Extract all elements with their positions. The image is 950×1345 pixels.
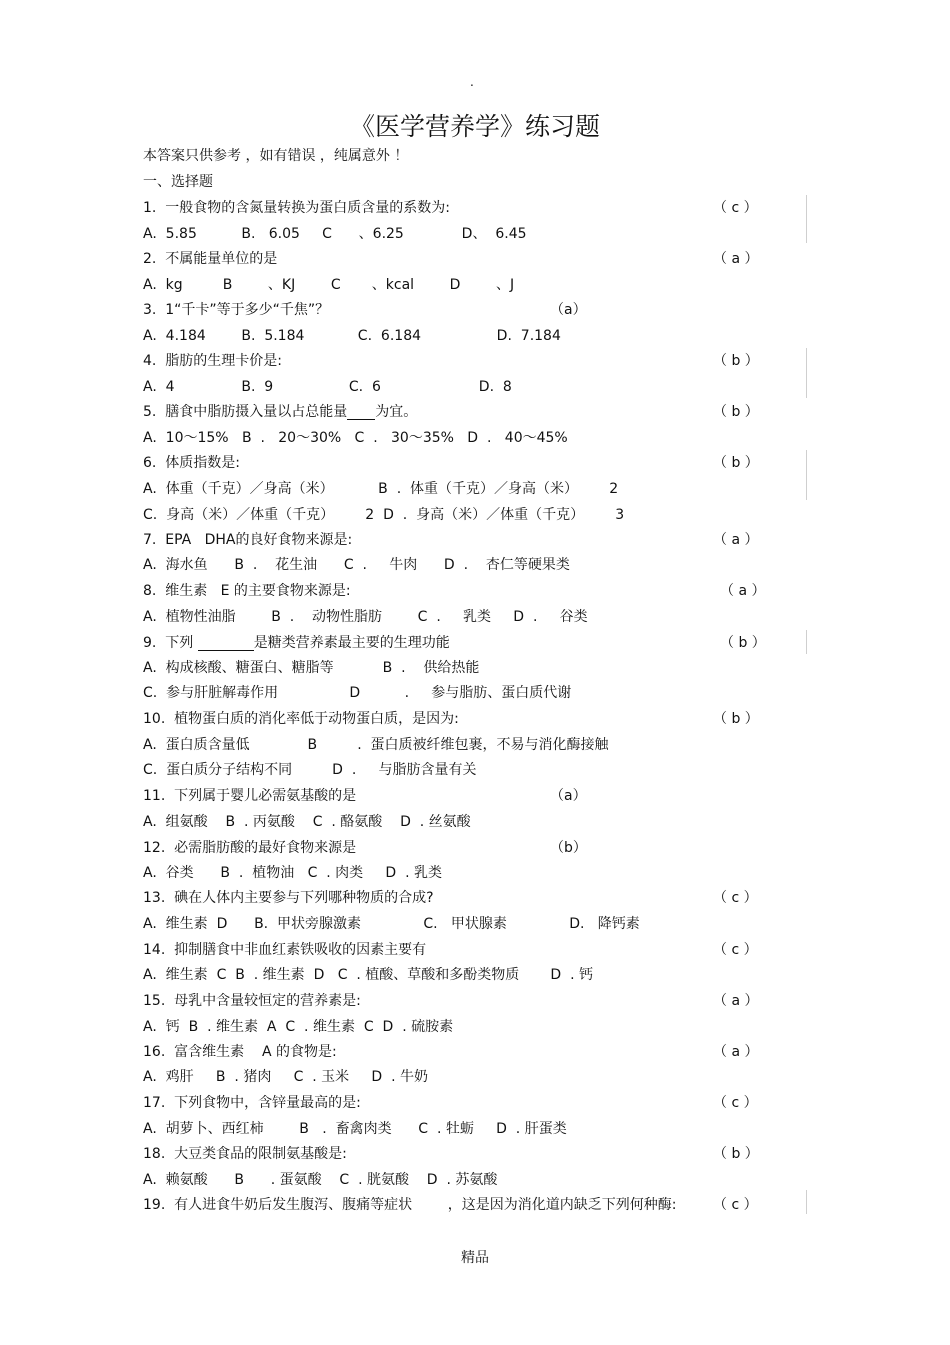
answer-key: （ a ） — [713, 1044, 759, 1060]
line-text: 14. 抑制膳食中非血红素铁吸收的因素主要有 — [143, 942, 427, 958]
line-text: 16. 富含维生素 A 的食物是: — [143, 1044, 337, 1060]
answer-key: （ b ） — [720, 635, 766, 651]
line-text: A. 5.85 B. 6.05 C 、6.25 D、 6.45 — [143, 226, 527, 242]
line-text: A. 赖氨酸 B . 蛋氨酸 C . 胱氨酸 D . 苏氨酸 — [143, 1172, 498, 1188]
answer-key: （a） — [550, 788, 587, 804]
section-heading: 一、选择题 — [143, 174, 213, 190]
answer-key: （ b ） — [713, 404, 759, 420]
answer-key: （ a ） — [713, 251, 759, 267]
question-stem — [143, 789, 356, 803]
answer-key: （ a ） — [713, 993, 759, 1009]
margin-rule — [806, 195, 807, 243]
line-text: C. 参与肝脏解毒作用 D . 参与脂肪、蛋白质代谢 — [143, 685, 572, 701]
answer-options — [143, 329, 561, 343]
question-stem — [143, 584, 351, 598]
answer-key: （ b ） — [713, 353, 759, 369]
line-text: 13. 碘在人体内主要参与下列哪种物质的合成? — [143, 890, 434, 906]
answer-key: （ c ） — [713, 1197, 758, 1213]
line-text: 19. 有人进食牛奶后发生腹泻、腹痛等症状 ，这是因为消化道内缺乏下列何种酶: — [143, 1197, 677, 1213]
answer-key: （ b ） — [713, 711, 759, 727]
line-text: 10. 植物蛋白质的消化率低于动物蛋白质，是因为: — [143, 711, 459, 727]
line-text: A. 体重（千克）／身高（米） B . 体重（千克）／身高（米） 2 — [143, 481, 619, 497]
question-stem — [143, 1096, 361, 1110]
page-footer: 精品 — [461, 1250, 489, 1266]
answer-key: （ c ） — [713, 1095, 758, 1111]
answer-options — [143, 227, 527, 241]
answer-options — [143, 482, 618, 496]
question-stem — [143, 456, 240, 470]
answer-options — [143, 763, 477, 777]
line-text: A. kg B 、KJ C 、kcal D 、J — [143, 277, 515, 293]
line-text: 4. 脂肪的生理卡价是: — [143, 353, 282, 369]
margin-rule — [806, 630, 807, 654]
question-stem — [143, 533, 352, 547]
line-text-continued: 为宜。 — [375, 404, 418, 420]
line-text: A. 植物性油脂 B . 动物性脂肪 C . 乳类 D . 谷类 — [143, 609, 588, 625]
answer-options — [143, 610, 588, 624]
line-text: 6. 体质指数是: — [143, 455, 240, 471]
fill-in-blank — [347, 405, 375, 420]
answer-key: （ c ） — [713, 200, 758, 216]
answer-options — [143, 968, 593, 982]
margin-rule — [806, 450, 807, 500]
question-stem — [143, 1198, 676, 1212]
line-text: A. 维生素 D B. 甲状旁腺激素 C. 甲状腺素 D. 降钙素 — [143, 916, 640, 932]
line-text: A. 4 B. 9 C. 6 D. 8 — [143, 379, 512, 395]
answer-options — [143, 661, 479, 675]
line-text: 1. 一般食物的含氮量转换为蛋白质含量的系数为: — [143, 200, 450, 216]
question-stem — [143, 891, 434, 905]
line-text: 12. 必需脂肪酸的最好食物来源是 — [143, 840, 357, 856]
answer-options — [143, 1173, 497, 1187]
question-stem — [143, 303, 329, 317]
answer-key: （ b ） — [713, 1146, 759, 1162]
line-text: 15. 母乳中含量较恒定的营养素是: — [143, 993, 361, 1009]
document-title: 《医学营养学》练习题 — [349, 112, 600, 141]
answer-key: （ b ） — [713, 455, 759, 471]
question-stem — [143, 994, 361, 1008]
answer-options — [143, 815, 471, 829]
question-stem — [143, 1045, 337, 1059]
disclaimer-note: 本答案只供参考 ，如有错误 ，纯属意外 ！ — [143, 148, 409, 164]
line-text: A. 鸡肝 B . 猪肉 C . 玉米 D . 牛奶 — [143, 1069, 428, 1085]
line-text: 3. 1“千卡”等于多少“千焦”？ — [143, 302, 330, 318]
line-text: 11. 下列属于婴儿必需氨基酸的是 — [143, 788, 357, 804]
line-text: C. 蛋白质分子结构不同 D . 与脂肪含量有关 — [143, 762, 477, 778]
answer-key: （ a ） — [720, 583, 766, 599]
line-text: A. 钙 B . 维生素 A C . 维生素 C D . 硫胺素 — [143, 1019, 454, 1035]
line-text: A. 海水鱼 B . 花生油 C . 牛肉 D . 杏仁等硬果类 — [143, 557, 570, 573]
line-text: 7. EPA DHA的良好食物来源是: — [143, 532, 353, 548]
question-stem — [143, 354, 282, 368]
margin-rule — [806, 348, 807, 398]
question-stem — [143, 841, 356, 855]
line-text-continued: 是糖类营养素最主要的生理功能 — [253, 635, 450, 651]
line-text: A. 谷类 B . 植物油 C . 肉类 D . 乳类 — [143, 865, 442, 881]
line-text: C. 身高（米）／体重（千克） 2 D . 身高（米）／体重（千克） 3 — [143, 507, 625, 523]
answer-key: （b） — [550, 840, 587, 856]
margin-rule — [806, 1190, 807, 1214]
line-text: 2. 不属能量单位的是 — [143, 251, 278, 267]
line-text: 17. 下列食物中，含锌量最高的是: — [143, 1095, 361, 1111]
question-stem — [143, 712, 459, 726]
answer-options — [143, 917, 640, 931]
answer-options — [143, 686, 571, 700]
answer-options — [143, 558, 570, 572]
answer-options — [143, 380, 512, 394]
answer-options — [143, 1020, 453, 1034]
line-text: 8. 维生素 E 的主要食物来源是: — [143, 583, 351, 599]
header-dot: . — [470, 75, 474, 89]
question-stem — [143, 636, 450, 651]
line-text: 18. 大豆类食品的限制氨基酸是: — [143, 1146, 347, 1162]
question-stem — [143, 252, 277, 266]
question-stem — [143, 201, 450, 215]
line-text: A. 维生素 C B . 维生素 D C . 植酸、草酸和多酚类物质 D . 钙 — [143, 967, 594, 983]
line-text: 9. 下列 — [143, 635, 198, 651]
line-text: A. 胡萝卜、西红柿 B . 畜禽肉类 C . 牡蛎 D . 肝蛋类 — [143, 1121, 567, 1137]
answer-options — [143, 1070, 428, 1084]
answer-options — [143, 278, 514, 292]
line-text: A. 4.184 B. 5.184 C. 6.184 D. 7.184 — [143, 328, 561, 344]
question-stem — [143, 1147, 347, 1161]
question-stem — [143, 405, 417, 420]
line-text: A. 10～15% B . 20～30% C . 30～35% D . 40～45% — [143, 430, 568, 446]
line-text: A. 蛋白质含量低 B . 蛋白质被纤维包裹，不易与消化酶接触 — [143, 737, 609, 753]
answer-key: （ c ） — [713, 890, 758, 906]
answer-key: （a） — [550, 302, 587, 318]
answer-options — [143, 1122, 567, 1136]
answer-options — [143, 866, 442, 880]
answer-key: （ a ） — [713, 532, 759, 548]
question-stem — [143, 943, 426, 957]
answer-key: （ c ） — [713, 942, 758, 958]
line-text: 5. 膳食中脂肪摄入量以占总能量 — [143, 404, 348, 420]
line-text: A. 组氨酸 B . 丙氨酸 C . 酪氨酸 D . 丝氨酸 — [143, 814, 471, 830]
line-text: A. 构成核酸、糖蛋白、糖脂等 B . 供给热能 — [143, 660, 480, 676]
answer-options — [143, 738, 609, 752]
answer-options — [143, 431, 568, 445]
fill-in-blank — [198, 636, 254, 651]
answer-options — [143, 508, 624, 522]
